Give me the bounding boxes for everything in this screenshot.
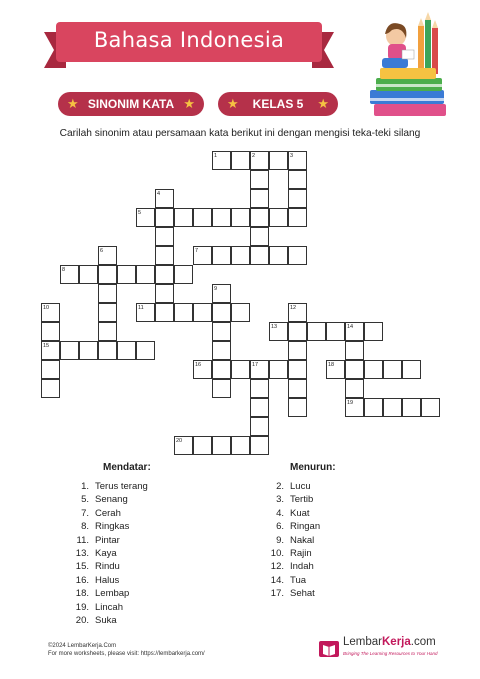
clue-number: 7 <box>195 248 199 254</box>
more-worksheets-text: For more worksheets, please visit: https://lembarkerja.com/ <box>48 651 205 657</box>
clue-item <box>75 560 148 573</box>
crossword-cell[interactable] <box>231 151 250 170</box>
star-icon: ★ <box>317 96 329 111</box>
clue-number: 15 <box>43 343 50 349</box>
clue-number-label: 16. <box>75 574 89 586</box>
clue-text: Nakal <box>290 534 315 546</box>
clue-number-label: 19. <box>75 601 89 613</box>
crossword-cell[interactable] <box>402 398 421 417</box>
clue-text: Indah <box>290 561 314 573</box>
crossword-cell[interactable] <box>193 436 212 455</box>
crossword-cell[interactable] <box>212 208 231 227</box>
across-clue-list <box>75 480 148 627</box>
clue-text: Tua <box>290 574 307 586</box>
crossword-cell[interactable] <box>136 341 155 360</box>
crossword-cell[interactable] <box>155 208 174 227</box>
clue-item <box>75 534 148 547</box>
crossword-cell[interactable] <box>269 151 288 170</box>
crossword-cell[interactable] <box>98 303 117 322</box>
clue-number-label: 6. <box>276 521 284 533</box>
clue-number: 11 <box>138 305 144 311</box>
crossword-cell[interactable] <box>250 398 269 417</box>
clue-number: 3 <box>290 153 294 159</box>
clue-item <box>270 493 320 506</box>
clue-number: 6 <box>100 248 104 254</box>
star-icon: ★ <box>183 96 195 111</box>
clue-number-label: 15. <box>75 561 89 573</box>
clue-item <box>75 480 148 493</box>
crossword-cell[interactable] <box>212 341 231 360</box>
crossword-cell[interactable] <box>250 170 269 189</box>
clue-text: Senang <box>95 494 128 506</box>
crossword-cell[interactable] <box>174 265 193 284</box>
clue-text: Lincah <box>95 601 123 613</box>
clue-number: 17 <box>252 362 259 368</box>
lembarkerja-logo-icon <box>318 638 340 660</box>
brand-tagline: Bringing The Learning Resources to Your Hand <box>343 651 438 656</box>
clue-item <box>75 601 148 614</box>
crossword-cell[interactable] <box>231 208 250 227</box>
clue-item <box>270 560 320 573</box>
brand-main: Lembar <box>343 636 382 648</box>
clue-number: 16 <box>195 362 202 368</box>
clue-item <box>270 574 320 587</box>
clue-number: 9 <box>214 286 218 292</box>
crossword-cell[interactable] <box>60 341 79 360</box>
clue-item <box>270 587 320 600</box>
crossword-cell[interactable] <box>250 189 269 208</box>
crossword-cell[interactable] <box>345 341 364 360</box>
clue-item <box>75 574 148 587</box>
clue-number-label: 12. <box>270 561 284 573</box>
crossword-cell[interactable] <box>345 360 364 379</box>
clue-text: Ringkas <box>95 521 130 533</box>
clue-number-label: 9. <box>276 534 284 546</box>
crossword-cell[interactable] <box>98 322 117 341</box>
star-icon: ★ <box>67 96 79 111</box>
clue-number-label: 17. <box>270 588 284 600</box>
clue-item <box>75 587 148 600</box>
crossword-cell[interactable] <box>117 265 136 284</box>
crossword-cell[interactable] <box>231 436 250 455</box>
crossword-cell[interactable] <box>288 360 307 379</box>
clue-item <box>75 520 148 533</box>
clue-item <box>75 614 148 627</box>
clue-text: Cerah <box>95 507 121 519</box>
clue-number: 13 <box>271 324 278 330</box>
instruction-text: Carilah sinonim atau persamaan kata berikut ini dengan mengisi teka-teki silang <box>59 128 421 139</box>
clue-text: Pintar <box>95 534 120 546</box>
crossword-cell[interactable] <box>269 360 288 379</box>
clue-number-label: 5. <box>81 494 89 506</box>
clue-item <box>270 480 320 493</box>
down-clue-list <box>270 480 320 601</box>
page-title: Bahasa Indonesia <box>93 28 285 52</box>
clue-number-label: 4. <box>276 507 284 519</box>
clue-number: 18 <box>328 362 335 368</box>
crossword-cell[interactable] <box>250 208 269 227</box>
crossword-cell[interactable] <box>402 360 421 379</box>
crossword-cell[interactable] <box>231 360 250 379</box>
brand-name[interactable] <box>343 636 436 648</box>
crossword-cell[interactable] <box>79 265 98 284</box>
grade-label: KELAS 5 <box>252 97 304 111</box>
clue-text: Terus terang <box>95 481 148 492</box>
crossword-cell[interactable] <box>383 360 402 379</box>
crossword-cell[interactable] <box>41 360 60 379</box>
clue-text: Kuat <box>290 507 310 519</box>
crossword-cell[interactable] <box>250 227 269 246</box>
crossword-cell[interactable] <box>174 208 193 227</box>
crossword-cell[interactable] <box>269 246 288 265</box>
clue-item <box>75 493 148 506</box>
crossword-cell[interactable] <box>288 189 307 208</box>
crossword-cell[interactable] <box>250 417 269 436</box>
crossword-cell[interactable] <box>383 398 402 417</box>
copyright-text: ©2024 LembarKerja.Com <box>48 643 117 649</box>
clue-text: Kaya <box>95 547 117 559</box>
crossword-cell[interactable] <box>250 436 269 455</box>
crossword-cell[interactable] <box>212 303 231 322</box>
crossword-cell[interactable] <box>250 379 269 398</box>
crossword-cell[interactable] <box>364 322 383 341</box>
brand-tld: .com <box>410 636 436 648</box>
crossword-cell[interactable] <box>250 246 269 265</box>
across-heading: Mendatar: <box>103 462 151 473</box>
crossword-cell[interactable] <box>307 322 326 341</box>
crossword-cell[interactable] <box>98 265 117 284</box>
crossword-cell[interactable] <box>193 303 212 322</box>
crossword-cell[interactable] <box>155 303 174 322</box>
clue-text: Rindu <box>95 561 120 573</box>
crossword-cell[interactable] <box>155 265 174 284</box>
clue-text: Lucu <box>290 481 311 492</box>
clue-number-label: 10. <box>270 547 284 559</box>
clue-text: Rajin <box>290 547 312 559</box>
crossword-cell[interactable] <box>212 360 231 379</box>
brand-accent: Kerja <box>382 636 411 648</box>
clue-number: 20 <box>176 438 183 444</box>
clue-number-label: 18. <box>75 588 89 600</box>
crossword-cell[interactable] <box>136 265 155 284</box>
crossword-cell[interactable] <box>364 360 383 379</box>
crossword-cell[interactable] <box>98 341 117 360</box>
clue-number-label: 11. <box>76 534 89 546</box>
clue-number: 14 <box>347 324 354 330</box>
clue-number: 8 <box>62 267 66 273</box>
crossword-cell[interactable] <box>231 246 250 265</box>
clue-number: 4 <box>157 191 161 197</box>
crossword-cell[interactable] <box>193 208 212 227</box>
clue-number-label: 7. <box>81 507 89 519</box>
crossword-cell[interactable] <box>288 246 307 265</box>
clue-text: Halus <box>95 574 120 586</box>
crossword-cell[interactable] <box>79 341 98 360</box>
clue-text: Suka <box>95 614 117 626</box>
crossword-cell[interactable] <box>155 227 174 246</box>
crossword-cell[interactable] <box>117 341 136 360</box>
clue-item <box>270 520 320 533</box>
crossword-cell[interactable] <box>288 322 307 341</box>
star-icon: ★ <box>227 96 239 111</box>
crossword-cell[interactable] <box>41 379 60 398</box>
crossword-cell[interactable] <box>288 170 307 189</box>
clue-text: Lembap <box>95 588 130 600</box>
clue-number: 1 <box>214 153 218 159</box>
clue-number: 10 <box>43 305 50 311</box>
clue-number-label: 20. <box>75 614 89 626</box>
clue-number: 19 <box>347 400 354 406</box>
clue-item <box>270 547 320 560</box>
clue-number-label: 3. <box>276 494 284 506</box>
crossword-cell[interactable] <box>269 208 288 227</box>
crossword-cell[interactable] <box>345 379 364 398</box>
crossword-cell[interactable] <box>364 398 383 417</box>
crossword-cell[interactable] <box>326 322 345 341</box>
clue-number-label: 1. <box>81 481 89 492</box>
crossword-cell[interactable] <box>155 284 174 303</box>
clue-item <box>270 534 320 547</box>
clue-number-label: 13. <box>75 547 89 559</box>
crossword-cell[interactable] <box>288 341 307 360</box>
crossword-cell[interactable] <box>231 303 250 322</box>
crossword-cell[interactable] <box>41 322 60 341</box>
crossword-cell[interactable] <box>212 436 231 455</box>
crossword-cell[interactable] <box>212 379 231 398</box>
down-heading: Menurun: <box>290 462 336 473</box>
crossword-cell[interactable] <box>288 208 307 227</box>
crossword-cell[interactable] <box>155 246 174 265</box>
crossword-cell[interactable] <box>421 398 440 417</box>
crossword-cell[interactable] <box>212 322 231 341</box>
clue-item <box>270 507 320 520</box>
crossword-cell[interactable] <box>288 398 307 417</box>
clue-number: 5 <box>138 210 142 216</box>
crossword-cell[interactable] <box>212 246 231 265</box>
clue-text: Tertib <box>290 494 314 506</box>
clue-number-label: 14. <box>270 574 284 586</box>
crossword-cell[interactable] <box>174 303 193 322</box>
clue-number: 12 <box>290 305 297 311</box>
clue-number-label: 2. <box>276 481 284 492</box>
crossword-cell[interactable] <box>98 284 117 303</box>
clue-number: 2 <box>252 153 256 159</box>
crossword-cell[interactable] <box>288 379 307 398</box>
topic-label: SINONIM KATA <box>87 97 175 111</box>
clue-number-label: 8. <box>81 521 89 533</box>
clue-text: Ringan <box>290 521 321 533</box>
clue-text: Sehat <box>290 588 315 600</box>
clue-item <box>75 547 148 560</box>
clue-item <box>75 507 148 520</box>
